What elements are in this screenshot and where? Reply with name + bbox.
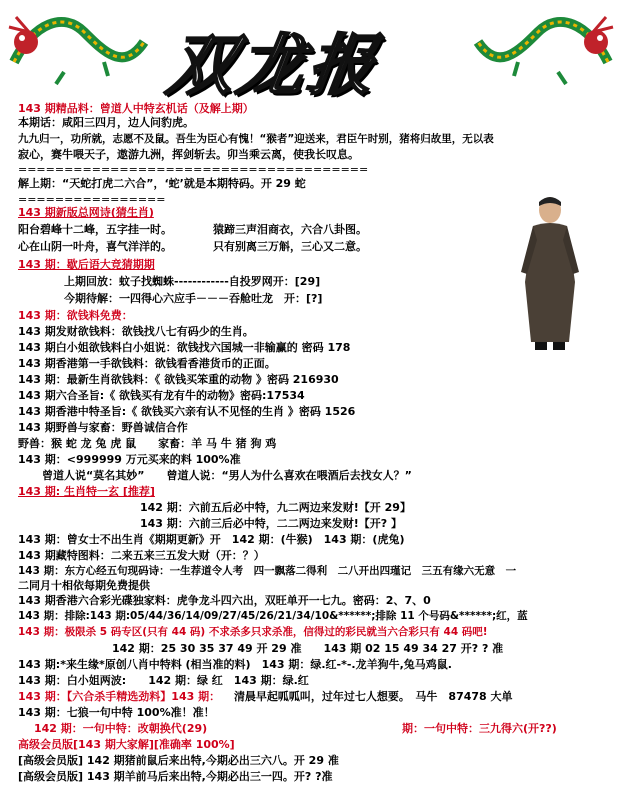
s1-line: 本期话：咸阳三四月，边人问豹虎。 bbox=[18, 116, 194, 129]
list-item: 143 期：极限杀 5 码专区(只有 44 码) 不求杀多只求杀准，信得过的彩民就当六合彩只有 44 码吧! bbox=[18, 626, 488, 638]
list-item: 143 期：七狼一句中特 100%准！准！ bbox=[18, 706, 215, 719]
list-item: 期：一句中特：三九得六(开??) bbox=[402, 722, 557, 735]
list-item: 143 期：最新生肖欲钱料：《 欲钱买笨重的动物 》密码 216930 bbox=[18, 373, 339, 386]
list-item bbox=[18, 690, 513, 703]
list-item: 143 期：六前三后必中特，二二两边来发财!【开? 】 bbox=[140, 517, 403, 530]
list-item: 143 期:*来生缘*原创八肖中特料 (相当准的料) 143 期：绿.红-*-.龙羊狗牛,兔马鸡鼠. bbox=[18, 658, 452, 671]
page-title: 双龙报 bbox=[162, 26, 384, 104]
list-item: 143 期：白小姐两波: 142 期：绿 红 143 期：绿.红 bbox=[18, 674, 309, 687]
list-item: 143 期发财欲钱料：欲钱找八七有码少的生肖。 bbox=[18, 325, 254, 338]
list-item: 高级会员版[143 期大家解][准确率 100%] bbox=[18, 738, 235, 751]
poem-line: 只有别离三万斛，三心又二意。 bbox=[213, 240, 367, 253]
riddle-prev: 上期回放：蚊子找蜘蛛------------自投罗网开：[29] bbox=[64, 275, 321, 288]
list-item: 143 期香港第一手欲钱料：欲钱看香港货币的正面。 bbox=[18, 357, 276, 370]
list-item: 143 期六合圣旨:《 欲钱买有龙有牛的动物》密码:17534 bbox=[18, 389, 305, 402]
list-item: [高级会员版] 143 期羊前马后来出特,今期必出三一四。开? ?准 bbox=[18, 770, 333, 783]
list-item: 143 期藏特图料：二来五来三五发大财（开：？） bbox=[18, 549, 265, 562]
riddle-now: 今期待解：一四得心六应手－－－吞舱吐龙 开：[?] bbox=[64, 292, 323, 305]
s1-line: 九九归一，功所就，志愿不及鼠。吾生为臣心有愧！“猴者”迎送来，君臣午时别，猪将归故里，无以表 bbox=[18, 133, 494, 145]
list-item: [高级会员版] 142 期猪前鼠后来出特,今期必出三六八。开 29 准 bbox=[18, 754, 339, 767]
s5-heading: 143 期: 生肖特一玄 [推荐] bbox=[18, 485, 155, 498]
list-item: 143 期白小姐欲钱料白小姐说：欲钱找六国城一非输赢的 密码 178 bbox=[18, 341, 351, 354]
list-item-lead: 143 期：【六合杀手精选劲料】143 期： bbox=[18, 690, 221, 703]
poem-line: 心在山阴一叶舟，喜气洋洋的。 bbox=[18, 240, 172, 253]
s1-line: 解上期：“天蛇打虎二六合”，‘蛇’就是本期特码。开 29 蛇 bbox=[18, 177, 306, 190]
list-item: 143 期野兽与家畜：野兽诚信合作 bbox=[18, 421, 188, 434]
list-item: 142 期：六前五后必中特，九二两边来发财!【开 29】 bbox=[140, 501, 411, 514]
person-figure-icon bbox=[505, 192, 595, 352]
s1-line: 寂心，赛牛喂天子，遨游九洲，挥剑斩去。卯当乘云离，使我长叹息。 bbox=[18, 148, 359, 161]
separator: ================ bbox=[18, 193, 166, 206]
s4-heading: 143 期：欲钱料免费： bbox=[18, 309, 133, 322]
s3-heading: 143 期：歇后语大竞猜期期 bbox=[18, 258, 155, 271]
list-item: 曾道人说“莫名其妙” 曾道人说：“男人为什么喜欢在喂酒后去找女人？” bbox=[42, 469, 412, 482]
list-item: 143 期香港中特圣旨:《 欲钱买六亲有认不见怪的生肖 》密码 1526 bbox=[18, 405, 356, 418]
separator: ====================================== bbox=[18, 163, 369, 176]
list-item: 142 期：一句中特：改朝换代(29) bbox=[34, 722, 208, 735]
poem-line: 猿蹄三声泪商衣，六合八卦图。 bbox=[213, 223, 367, 236]
s1-heading: 143 期精品料：曾道人中特玄机话（及解上期） bbox=[18, 102, 254, 115]
poem-line: 阳台碧峰十二峰，五字挂一时。 bbox=[18, 223, 172, 236]
list-item-text: 清晨早起呱呱叫，过年过七人想要。 马牛 87478 大单 bbox=[233, 690, 513, 703]
list-item: 143 期：排除:143 期:05/44/36/14/09/27/45/26/21/34/10&******;排除 11 个号码&******;红，蓝 bbox=[18, 610, 528, 622]
dragon-right-icon bbox=[468, 2, 618, 88]
header-banner bbox=[0, 0, 622, 104]
list-item: 143 期：东方心经五句现码诗：一生荐道令人考 四一飘落二得利 二八开出四瑾记 三五有缘六无意 一 bbox=[18, 565, 517, 577]
list-item: 野兽：猴 蛇 龙 兔 虎 鼠 家畜：羊 马 牛 猪 狗 鸡 bbox=[18, 437, 277, 450]
list-item: 142 期：25 30 35 37 49 开 29 准 143 期 02 15 49 34 27 开? ? 准 bbox=[112, 642, 504, 655]
list-item: 二同月十相依每期免费提供 bbox=[18, 579, 150, 592]
list-item: 143 期：<999999 万元买来的料 100%准 bbox=[18, 453, 241, 466]
dragon-left-icon bbox=[4, 2, 154, 88]
list-item: 143 期香港六合彩光碟独家料：虎争龙斗四六出，双旺单开一七九。密码：2、7、0 bbox=[18, 594, 431, 607]
s2-heading: 143 期新版总网诗(猜生肖) bbox=[18, 206, 154, 219]
list-item: 143 期：曾女士不出生肖《期期更新》开 142 期：(牛猴) 143 期：(虎兔) bbox=[18, 533, 405, 546]
